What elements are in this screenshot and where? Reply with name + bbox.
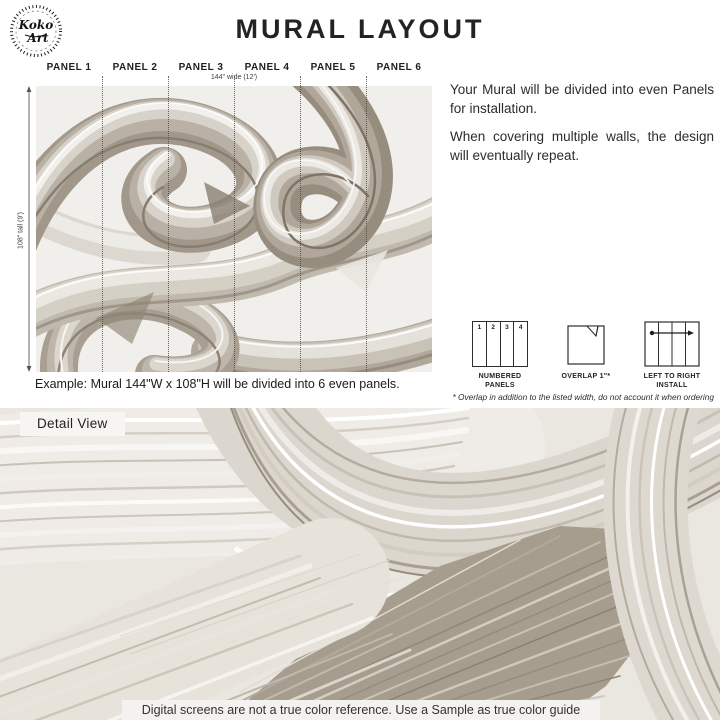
panel-label: PANEL 3: [178, 62, 224, 73]
info-paragraph-repeat: When covering multiple walls, the design will eventually repeat.: [450, 129, 714, 164]
panel-label: PANEL 4: [244, 62, 290, 73]
height-dimension-label: 108" tall (9'): [17, 212, 25, 249]
panel-label: PANEL 5: [310, 62, 356, 73]
numbered-panels-label: NUMBERED PANELS: [478, 373, 522, 390]
panel-label: PANEL 2: [112, 62, 158, 73]
panel-divider-line: [168, 76, 169, 372]
width-dimension-label: 144" wide (12'): [210, 74, 258, 81]
panel-divider-line: [366, 76, 367, 372]
detail-view-section: [0, 408, 720, 720]
overlap-label: OVERLAP 1"*: [561, 373, 611, 380]
info-paragraph-panels: Your Mural will be divided into even Panels for installation.: [450, 82, 714, 117]
left-to-right-label: LEFT TO RIGHT INSTALL: [643, 373, 701, 390]
panel-number: 4: [518, 324, 523, 331]
overlap-page-curl-icon: [563, 321, 609, 367]
panel-divider-line: [300, 76, 301, 372]
logo-word-bottom: Art: [27, 31, 49, 45]
left-to-right-item: [631, 321, 713, 391]
detail-view-label: Detail View: [20, 412, 125, 436]
overlap-item: [553, 321, 619, 381]
height-dimension-arrow: [25, 86, 33, 372]
page-title: MURAL LAYOUT: [235, 14, 485, 44]
panel-number: 3: [501, 322, 515, 366]
logo-word-top: Koko: [18, 18, 54, 32]
color-disclaimer: Digital screens are not a true color reference. Use a Sample as true color guide: [122, 700, 600, 720]
example-caption: Example: Mural 144"W x 108"H will be divided into 6 even panels.: [35, 377, 400, 391]
numbered-panels-icon: [472, 321, 528, 367]
install-icons-row: [459, 321, 713, 391]
overlap-footnote: * Overlap in addition to the listed width, do not account it when ordering: [452, 392, 714, 402]
panel-number: 2: [487, 322, 501, 366]
info-column: [450, 80, 714, 166]
detail-view-image: [0, 408, 720, 720]
panel-divider-line: [102, 76, 103, 372]
left-right-arrow-icon: [644, 321, 700, 367]
numbered-panels-item: [459, 321, 541, 391]
panel-labels-row: [36, 62, 432, 73]
panel-divider-line: [234, 76, 235, 372]
panel-number: 1: [473, 322, 487, 366]
panel-label: PANEL 1: [46, 62, 92, 73]
mural-preview: [36, 86, 432, 372]
panel-label: PANEL 6: [376, 62, 422, 73]
